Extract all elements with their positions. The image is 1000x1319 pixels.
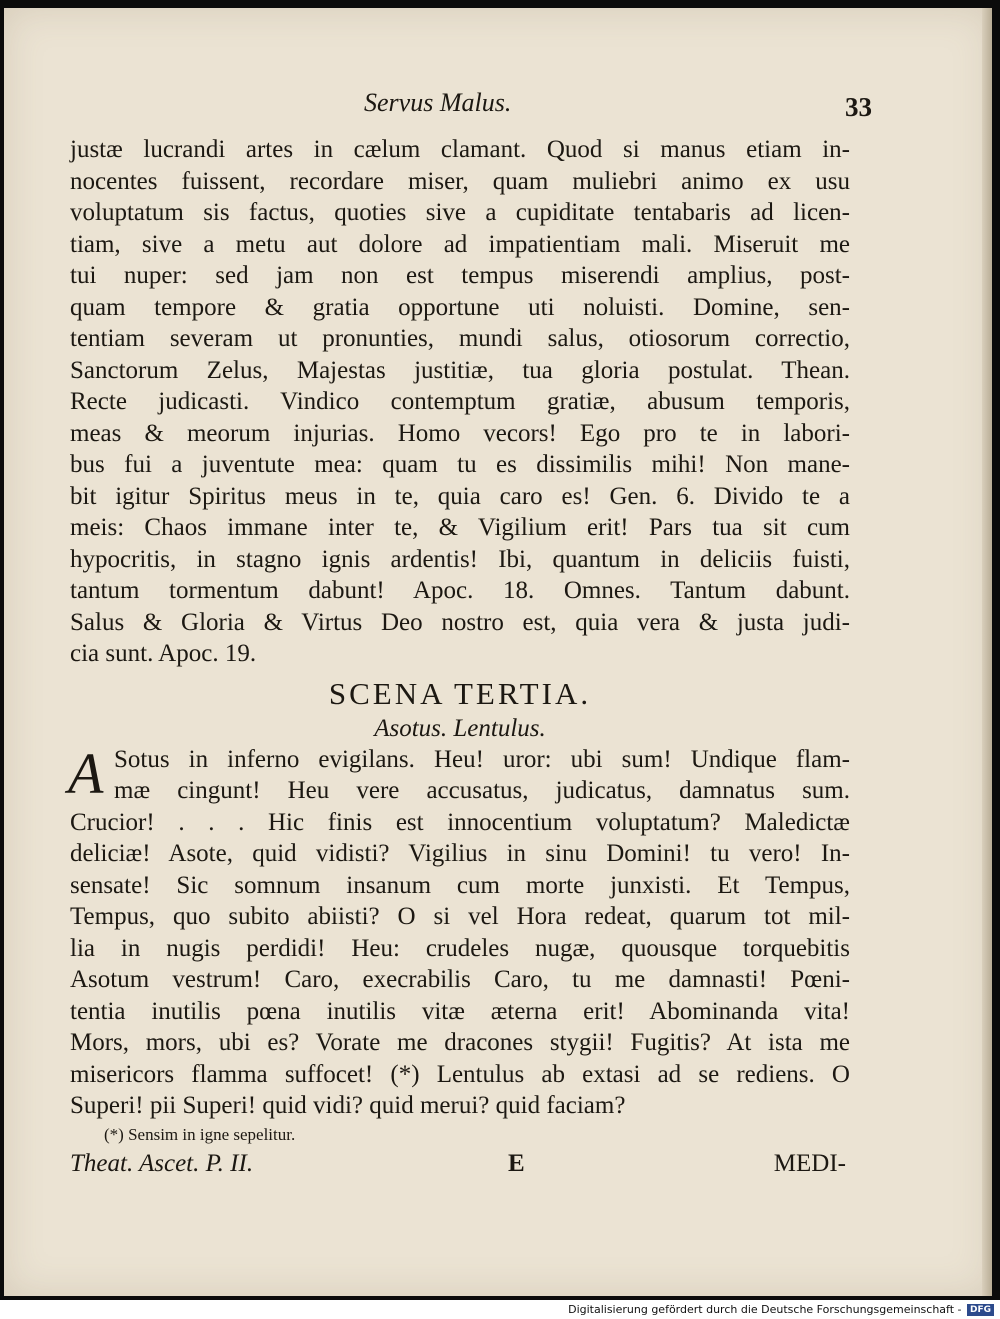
footnote: (*) Sensim in igne sepelitur. (104, 1124, 296, 1144)
catchword: MEDI- (773, 1149, 846, 1177)
credit-text: Digitalisierung gefördert durch die Deutsche Forschungsgemeinschaft - (568, 1303, 962, 1316)
text-line: Asotum vestrum! Caro, execrabilis Caro, tu me damnasti! Pœni- (70, 966, 850, 993)
page-footer (70, 1150, 850, 1190)
text-line: nocentes fuissent, recordare miser, quam muliebri animo ex usu (70, 167, 850, 195)
book-page (4, 8, 992, 1296)
digitization-credit (568, 1303, 994, 1316)
text-line: Sotus in inferno evigilans. Heu! uror: ubi sum! Undique flam- (114, 745, 850, 773)
scene-text (68, 740, 850, 1122)
text-line: bus fui a juventute mea: quam tu es dissimilis mihi! Non mane- (70, 451, 850, 478)
text-line: mæ cingunt! Heu vere accusatus, judicatus, damnatus sum. (114, 777, 850, 804)
page-edge (982, 8, 992, 1296)
text-line: bit igitur Spiritus meus in te, quia caro es! Gen. 6. Divido te a (70, 482, 850, 510)
text-line: cia sunt. Apoc. 19. (70, 640, 257, 667)
page-number: 33 (845, 92, 872, 122)
text-line: Recte judicasti. Vindico contemptum gratiæ, abusum temporis, (70, 388, 850, 415)
text-line: voluptatum sis factus, quoties sive a cupiditate tentabaris ad licen- (70, 199, 850, 226)
drop-capital: A (68, 740, 104, 806)
text-block (68, 88, 872, 1190)
text-line: sensate! Sic somnum insanum cum morte junxisti. Et Tempus, (70, 871, 850, 899)
text-line: Mors, mors, ubi es? Vorate me dracones stygii! Fugitis? At ista me (70, 1029, 850, 1056)
text-line: justæ lucrandi artes in cælum clamant. Quod si manus etiam in- (70, 136, 850, 163)
running-title: Servus Malus. (364, 88, 512, 117)
text-line: misericors flamma suffocet! (*) Lentulus ab extasi ad se rediens. O (70, 1060, 850, 1088)
text-line: Superi! pii Superi! quid vidi? quid merui? quid faciam? (70, 1092, 626, 1119)
text-line: lia in nugis perdidi! Heu: crudeles nugæ, quousque torquebitis (70, 934, 850, 962)
text-line: hypocritis, in stagno ignis ardentis! Ibi, quantum in deliciis fuisti, (70, 545, 850, 573)
text-line: tui nuper: sed jam non est tempus miserendi amplius, post- (70, 262, 850, 289)
text-line: tantum tormentum dabunt! Apoc. 18. Omnes. Tantum dabunt. (70, 577, 850, 604)
text-line: deliciæ! Asote, quid vidisti? Vigilius in sinu Domini! tu vero! In- (70, 840, 850, 867)
footer-short-title: Theat. Ascet. P. II. (70, 1149, 254, 1177)
text-line: Salus & Gloria & Virtus Deo nostro est, quia vera & justa judi- (70, 608, 850, 636)
text-line: Sanctorum Zelus, Majestas justitiæ, tua gloria postulat. Thean. (70, 356, 850, 384)
text-line: tiam, sive a metu aut dolore ad impatientiam mali. Miseruit me (70, 230, 850, 258)
scene-persons: Asotus. Lentulus. (374, 714, 546, 742)
text-line: quam tempore & gratia opportune uti noluisti. Domine, sen- (70, 293, 850, 321)
text-line: Crucior! . . . Hic finis est innocentium voluptatum? Maledictæ (70, 808, 850, 836)
text-line: tentiam severam ut pronunties, mundi salus, otiosorum correctio, (70, 325, 850, 352)
body-text (70, 134, 850, 670)
text-line: Tempus, quo subito abiisti? O si vel Hora redeat, quarum tot mil- (70, 903, 850, 930)
text-line: meas & meorum injurias. Homo vecors! Ego pro te in labori- (70, 419, 850, 447)
text-line: tentia inutilis pœna inutilis vitæ æterna erit! Abominanda vita! (70, 997, 850, 1025)
text-line: meis: Chaos immane inter te, & Vigilium erit! Pars tua sit cum (70, 514, 850, 541)
dfg-logo: DFG (967, 1304, 994, 1316)
signature-mark: E (508, 1149, 525, 1177)
running-head (70, 88, 872, 134)
scene-heading: SCENA TERTIA. (328, 675, 592, 711)
